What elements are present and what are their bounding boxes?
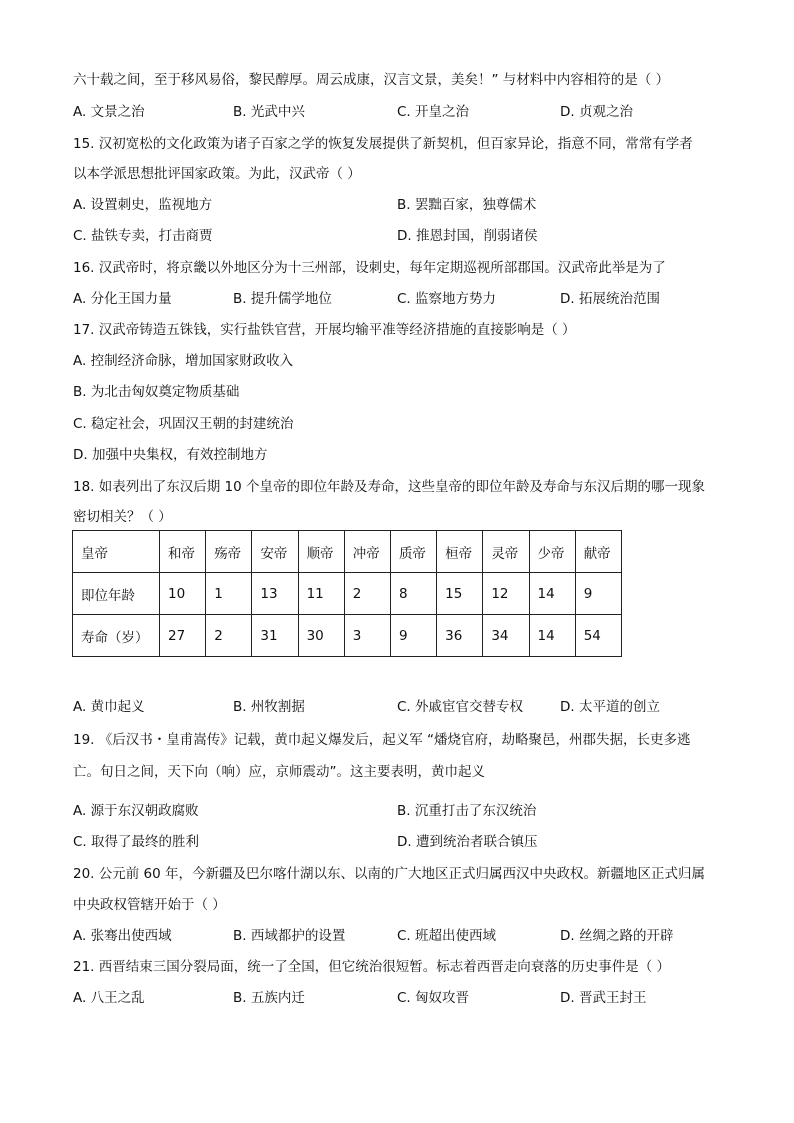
- q16-stem: 16. 汉武帝时，将京畿以外地区分为十三州部，设刺史，每年定期巡视所部郡国。汉武帝此举是为了: [73, 260, 666, 276]
- q17-stem: 17. 汉武帝铸造五铢钱，实行盐铁官营，开展均输平准等经济措施的直接影响是（ ）: [73, 322, 576, 338]
- table-cell: 少帝: [529, 531, 575, 573]
- table-cell: 寿命（岁）: [73, 615, 160, 657]
- table-cell: 15: [437, 573, 483, 615]
- q17-option-d: D. 加强中央集权，有效控制地方: [73, 447, 268, 463]
- table-cell: 桓帝: [437, 531, 483, 573]
- table-row: [73, 573, 622, 615]
- q17-option-b: B. 为北击匈奴奠定物质基础: [73, 384, 240, 400]
- q20-option-b: B. 西域都护的设置: [233, 928, 346, 944]
- table-cell: 殇帝: [206, 531, 252, 573]
- q18-option-d: D. 太平道的创立: [560, 699, 660, 715]
- q18-option-b: B. 州牧割据: [233, 699, 305, 715]
- table-cell: 即位年龄: [73, 573, 160, 615]
- table-cell: 31: [252, 615, 298, 657]
- q19-stem-line2: 亡。旬日之间，天下向（响）应，京师震动”。这主要表明，黄巾起义: [73, 764, 485, 780]
- table-cell: 34: [483, 615, 529, 657]
- q14-stem-tail: 六十载之间，至于移风易俗，黎民醇厚。周云成康，汉言文景，美矣！” 与材料中内容相符的是（ ）: [73, 72, 670, 88]
- q20-option-a: A. 张骞出使西域: [73, 928, 172, 944]
- q14-option-a: A. 文景之治: [73, 104, 145, 120]
- q19-option-a: A. 源于东汉朝政腐败: [73, 803, 199, 819]
- table-cell: 1: [206, 573, 252, 615]
- table-cell: 30: [298, 615, 344, 657]
- q18-option-a: A. 黄巾起义: [73, 699, 145, 715]
- q19-option-d: D. 遭到统治者联合镇压: [397, 834, 538, 850]
- q20-stem-line2: 中央政权管辖开始于（ ）: [73, 897, 226, 913]
- table-cell: 12: [483, 573, 529, 615]
- q21-stem: 21. 西晋结束三国分裂局面，统一了全国，但它统治很短暂。标志着西晋走向衰落的历史事件是（ ）: [73, 959, 671, 975]
- emperor-table: [72, 530, 622, 657]
- table-cell: 顺帝: [298, 531, 344, 573]
- table-cell: 27: [160, 615, 206, 657]
- q21-option-d: D. 晋武王封王: [560, 990, 647, 1006]
- q20-option-d: D. 丝绸之路的开辟: [560, 928, 674, 944]
- q15-option-c: C. 盐铁专卖，打击商贾: [73, 228, 213, 244]
- table-cell: 14: [529, 615, 575, 657]
- table-cell: 冲帝: [344, 531, 390, 573]
- q14-option-d: D. 贞观之治: [560, 104, 633, 120]
- q19-stem-line1: 19. 《后汉书・皇甫嵩传》记载，黄巾起义爆发后，起义军 “燔烧官府，劫略聚邑，州郡失据，长吏多逃: [73, 732, 691, 748]
- q18-option-c: C. 外戚宦官交替专权: [397, 699, 524, 715]
- table-cell: 2: [206, 615, 252, 657]
- q17-option-a: A. 控制经济命脉，增加国家财政收入: [73, 353, 294, 369]
- q21-option-c: C. 匈奴攻晋: [397, 990, 470, 1006]
- q16-option-a: A. 分化王国力量: [73, 291, 172, 307]
- table-cell: 8: [390, 573, 436, 615]
- table-cell: 11: [298, 573, 344, 615]
- table-cell: 灵帝: [483, 531, 529, 573]
- table-cell: 13: [252, 573, 298, 615]
- q15-option-d: D. 推恩封国，削弱诸侯: [397, 228, 538, 244]
- q19-option-c: C. 取得了最终的胜利: [73, 834, 200, 850]
- table-cell: 10: [160, 573, 206, 615]
- q15-option-a: A. 设置刺史，监视地方: [73, 197, 213, 213]
- table-cell: 9: [575, 573, 621, 615]
- table-cell: 献帝: [575, 531, 621, 573]
- q20-stem-line1: 20. 公元前 60 年，今新疆及巴尔喀什湖以东、以南的广大地区正式归属西汉中央政权。新疆地区正式归属: [73, 866, 706, 882]
- q15-stem-line2: 以本学派思想批评国家政策。为此，汉武帝（ ）: [73, 166, 361, 182]
- table-cell: 54: [575, 615, 621, 657]
- table-cell: 和帝: [160, 531, 206, 573]
- table-cell: 2: [344, 573, 390, 615]
- table-row: [73, 531, 622, 573]
- q16-option-d: D. 拓展统治范围: [560, 291, 660, 307]
- q14-option-b: B. 光武中兴: [233, 104, 305, 120]
- q16-option-b: B. 提升儒学地位: [233, 291, 332, 307]
- table-row: [73, 615, 622, 657]
- table-cell: 3: [344, 615, 390, 657]
- q15-option-b: B. 罢黜百家，独尊儒术: [397, 197, 537, 213]
- table-cell: 36: [437, 615, 483, 657]
- q14-option-c: C. 开皇之治: [397, 104, 470, 120]
- q19-option-b: B. 沉重打击了东汉统治: [397, 803, 537, 819]
- table-cell: 安帝: [252, 531, 298, 573]
- table-cell: 质帝: [390, 531, 436, 573]
- q18-stem-line2: 密切相关？（ ）: [73, 509, 172, 525]
- q15-stem-line1: 15. 汉初宽松的文化政策为诸子百家之学的恢复发展提供了新契机，但百家异论，指意不同，常常有学者: [73, 136, 693, 152]
- table-cell: 14: [529, 573, 575, 615]
- table-cell: 皇帝: [73, 531, 160, 573]
- q21-option-b: B. 五族内迁: [233, 990, 305, 1006]
- q17-option-c: C. 稳定社会，巩固汉王朝的封建统治: [73, 416, 294, 432]
- q18-stem-line1: 18. 如表列出了东汉后期 10 个皇帝的即位年龄及寿命，这些皇帝的即位年龄及寿命与东汉后期的哪一现象: [73, 479, 706, 495]
- q21-option-a: A. 八王之乱: [73, 990, 145, 1006]
- q16-option-c: C. 监察地方势力: [397, 291, 497, 307]
- q20-option-c: C. 班超出使西域: [397, 928, 497, 944]
- table-cell: 9: [390, 615, 436, 657]
